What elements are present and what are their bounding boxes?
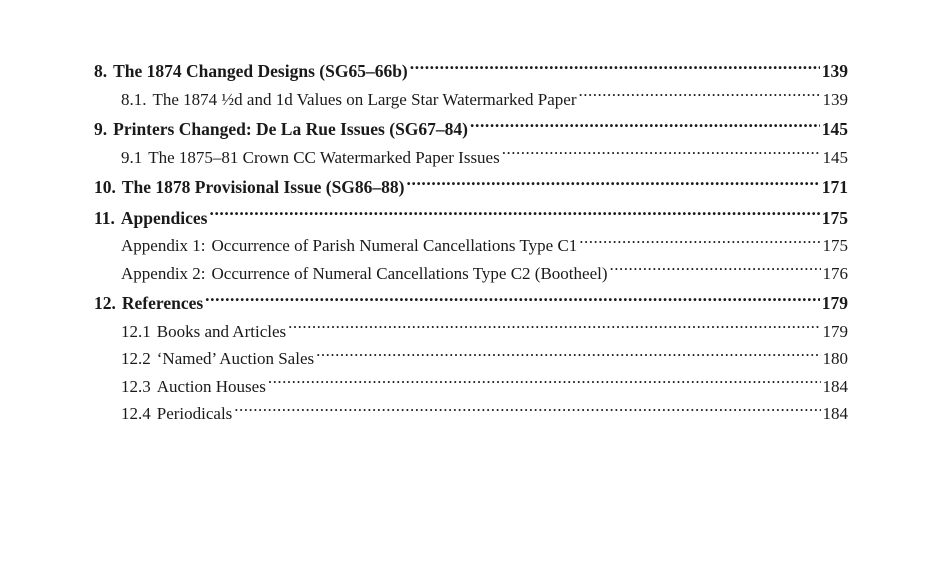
toc-entry-chapter-9[interactable] bbox=[94, 116, 848, 144]
toc-entry-section-12-2[interactable] bbox=[94, 345, 848, 373]
toc-entry-title: References bbox=[121, 293, 204, 313]
toc-entry-page: 184 bbox=[822, 404, 848, 423]
toc-entry-page: 175 bbox=[822, 236, 848, 255]
toc-entry-page: 176 bbox=[822, 263, 848, 283]
toc-entry-chapter-8[interactable] bbox=[94, 58, 848, 86]
toc-entry-number: 11. bbox=[94, 207, 115, 228]
toc-entry-title: Occurrence of Numeral Cancellations Type C2 (Bootheel) bbox=[211, 263, 608, 283]
toc-entry-number: 8. bbox=[94, 61, 108, 81]
toc-entry-title: The 1874 ½d and 1d Values on Large Star Watermarked Paper bbox=[152, 89, 577, 109]
dot-leader bbox=[410, 59, 820, 77]
toc-entry-page: 145 bbox=[822, 147, 848, 167]
toc-entry-title: ‘Named’ Auction Sales bbox=[156, 349, 315, 368]
toc-entry-section-12-1[interactable] bbox=[94, 318, 848, 346]
toc-entry-title: Appendices bbox=[120, 207, 208, 228]
toc-entry-number: 12.3 bbox=[121, 376, 151, 396]
dot-leader bbox=[316, 346, 820, 364]
toc-entry-page: 139 bbox=[821, 61, 848, 81]
dot-leader bbox=[610, 261, 821, 279]
toc-entry-chapter-12[interactable] bbox=[94, 290, 848, 318]
toc-entry-chapter-10[interactable] bbox=[94, 174, 848, 202]
dot-leader bbox=[209, 205, 819, 223]
toc-entry-title: The 1875–81 Crown CC Watermarked Paper Issues bbox=[148, 147, 500, 167]
toc-entry-number: 12. bbox=[94, 293, 116, 313]
toc-entry-page: 180 bbox=[822, 349, 848, 368]
dot-leader bbox=[470, 117, 820, 135]
toc-entry-title: Occurrence of Parish Numeral Cancellations Type C1 bbox=[211, 236, 578, 255]
toc-entry-title: The 1878 Provisional Issue (SG86–88) bbox=[121, 177, 405, 197]
toc-entry-page: 184 bbox=[822, 376, 848, 396]
toc-entry-page: 179 bbox=[821, 293, 848, 313]
toc-entry-number: 12.1 bbox=[121, 321, 151, 341]
toc-entry-page: 171 bbox=[821, 177, 848, 197]
toc-entry-title: Auction Houses bbox=[156, 376, 266, 396]
toc-entry-number: 8.1. bbox=[121, 89, 147, 109]
toc-entry-section-12-3[interactable] bbox=[94, 373, 848, 401]
dot-leader bbox=[268, 374, 821, 392]
table-of-contents bbox=[94, 58, 848, 428]
toc-entry-number: 12.4 bbox=[121, 404, 151, 423]
toc-entry-section-8-1[interactable] bbox=[94, 86, 848, 114]
dot-leader bbox=[502, 145, 821, 163]
toc-entry-number: 9.1 bbox=[121, 147, 143, 167]
toc-entry-title: Periodicals bbox=[156, 404, 233, 423]
toc-entry-appendix-2[interactable] bbox=[94, 260, 848, 288]
toc-entry-section-9-1[interactable] bbox=[94, 144, 848, 172]
toc-entry-number: Appendix 1: bbox=[121, 236, 206, 255]
toc-entry-appendix-1[interactable] bbox=[94, 232, 848, 260]
dot-leader bbox=[234, 401, 820, 419]
toc-entry-title: The 1874 Changed Designs (SG65–66b) bbox=[113, 61, 408, 81]
toc-entry-title: Printers Changed: De La Rue Issues (SG67–84) bbox=[113, 119, 468, 139]
dot-leader bbox=[205, 291, 820, 309]
toc-entry-number: 9. bbox=[94, 119, 108, 139]
toc-entry-number: Appendix 2: bbox=[121, 263, 206, 283]
toc-entry-page: 145 bbox=[821, 119, 848, 139]
toc-entry-page: 175 bbox=[821, 207, 848, 228]
toc-entry-section-12-4[interactable] bbox=[94, 400, 848, 428]
toc-entry-page: 179 bbox=[822, 321, 848, 341]
dot-leader bbox=[579, 87, 821, 105]
toc-entry-number: 10. bbox=[94, 177, 116, 197]
toc-entry-number: 12.2 bbox=[121, 349, 151, 368]
dot-leader bbox=[407, 175, 820, 193]
dot-leader bbox=[579, 233, 820, 251]
toc-entry-page: 139 bbox=[822, 89, 848, 109]
toc-entry-title: Books and Articles bbox=[156, 321, 287, 341]
toc-entry-chapter-11[interactable] bbox=[94, 205, 848, 233]
dot-leader bbox=[288, 319, 820, 337]
